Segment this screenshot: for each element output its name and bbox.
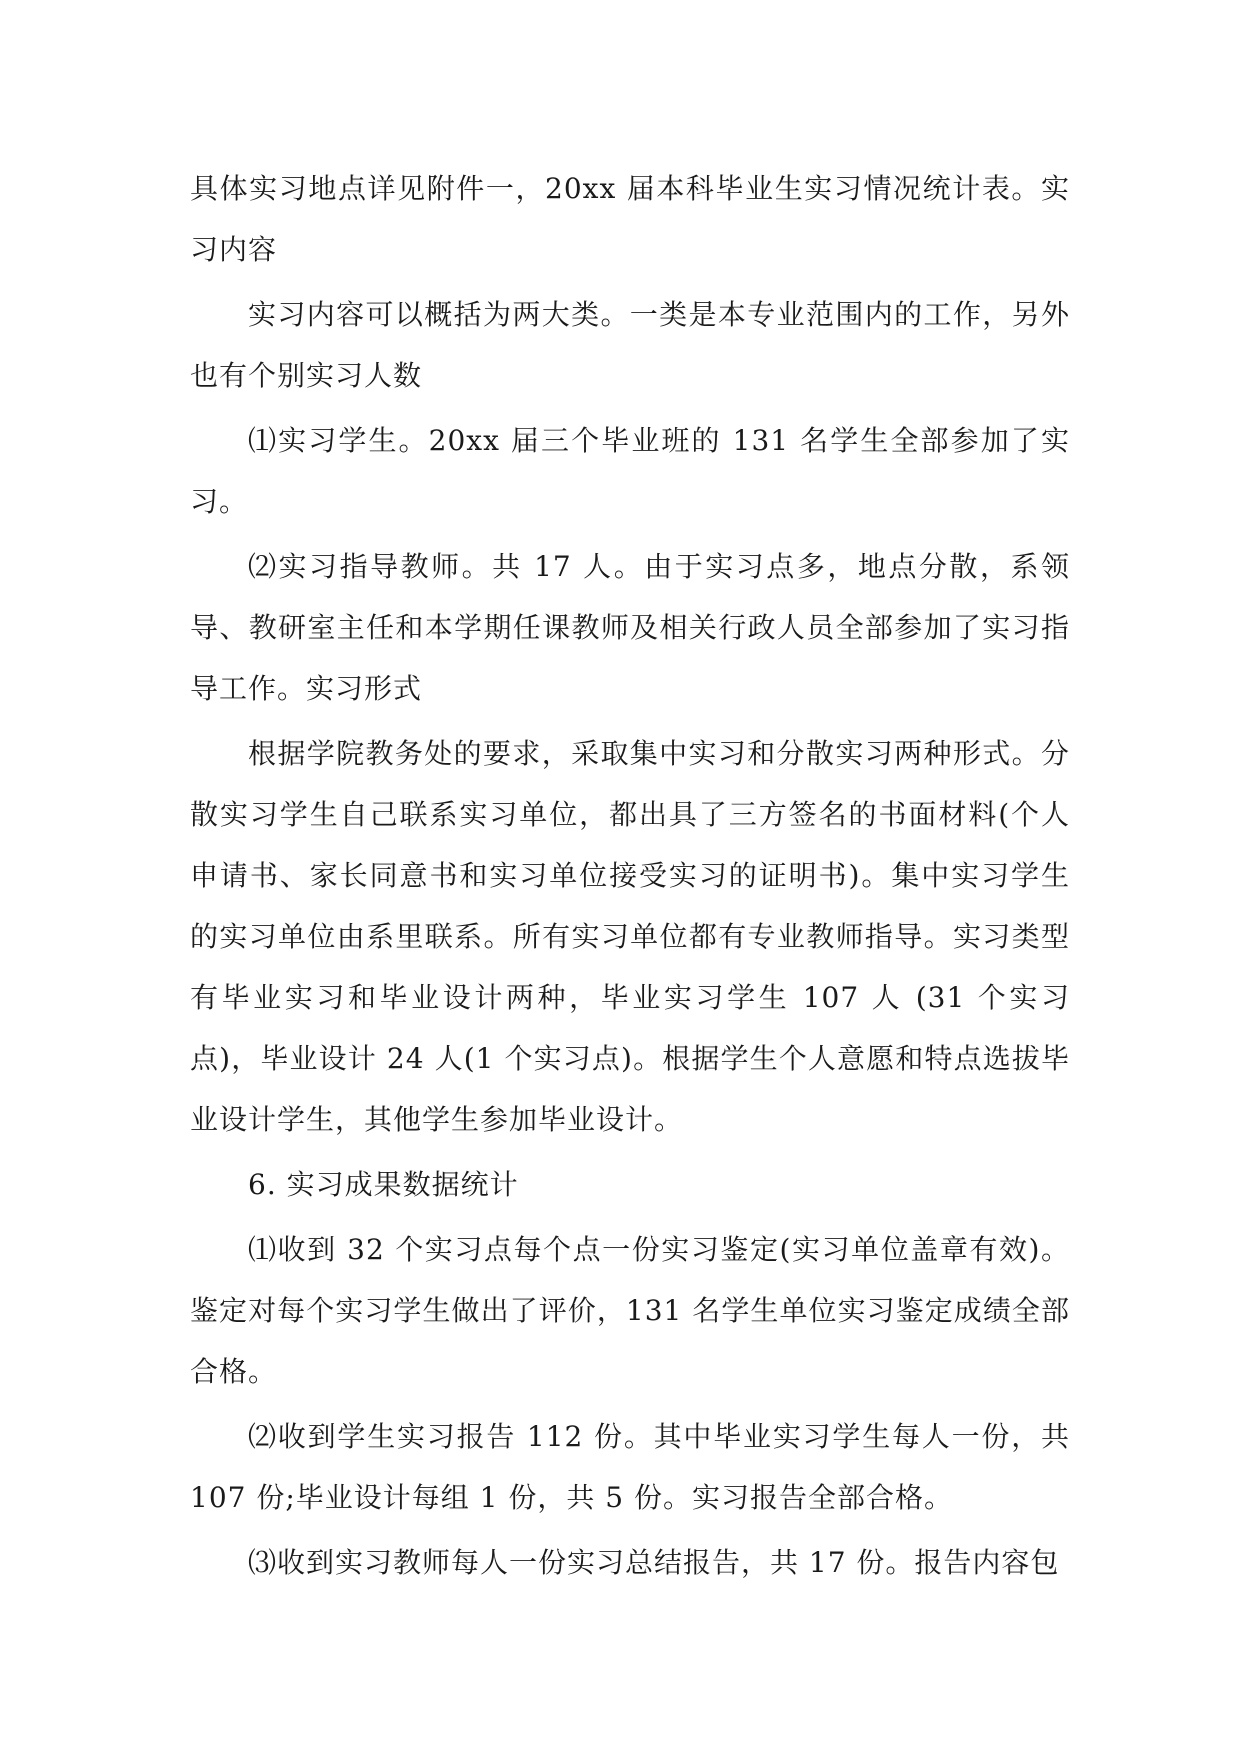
paragraph-appraisals: ⑴收到 32 个实习点每个点一份实习鉴定(实习单位盖章有效)。鉴定对每个实习学生做出了评价，131 名学生单位实习鉴定成绩全部合格。 (190, 1233, 1070, 1388)
paragraph-reports: ⑵收到学生实习报告 112 份。其中毕业实习学生每人一份，共 107 份;毕业设计每组 1 份，共 5 份。实习报告全部合格。 (190, 1420, 1070, 1514)
paragraph-internship-locations: 具体实习地点详见附件一，20xx 届本科毕业生实习情况统计表。实习内容 (190, 172, 1070, 266)
paragraph-instructors: ⑵实习指导教师。共 17 人。由于实习点多，地点分散，系领导、教研室主任和本学期任课教师及相关行政人员全部参加了实习指导工作。实习形式 (190, 550, 1070, 705)
paragraph-teacher-summaries: ⑶收到实习教师每人一份实习总结报告，共 17 份。报告内容包 (248, 1546, 1060, 1579)
paragraph-internship-content: 实习内容可以概括为两大类。一类是本专业范围内的工作，另外也有个别实习人数 (190, 298, 1070, 392)
section-heading-statistics: 6. 实习成果数据统计 (248, 1168, 519, 1201)
paragraph-internship-forms: 根据学院教务处的要求，采取集中实习和分散实习两种形式。分散实习学生自己联系实习单位，都出具了三方签名的书面材料(个人申请书、家长同意书和实习单位接受实习的证明书)。集中实习学生的实习单位由系里联系。所有实习单位都有专业教师指导。实习类型有毕业实习和毕业设计两种，毕业实习学生 107 人 (31 个实习点)，毕业设计 24 人(1 个实习点)。根据学生个人意愿和特点选拔毕业设计学生，其他学生参加毕业设计。 (190, 737, 1070, 1136)
paragraph-interns: ⑴实习学生。20xx 届三个毕业班的 131 名学生全部参加了实习。 (190, 424, 1070, 518)
document-body (190, 158, 1070, 1597)
